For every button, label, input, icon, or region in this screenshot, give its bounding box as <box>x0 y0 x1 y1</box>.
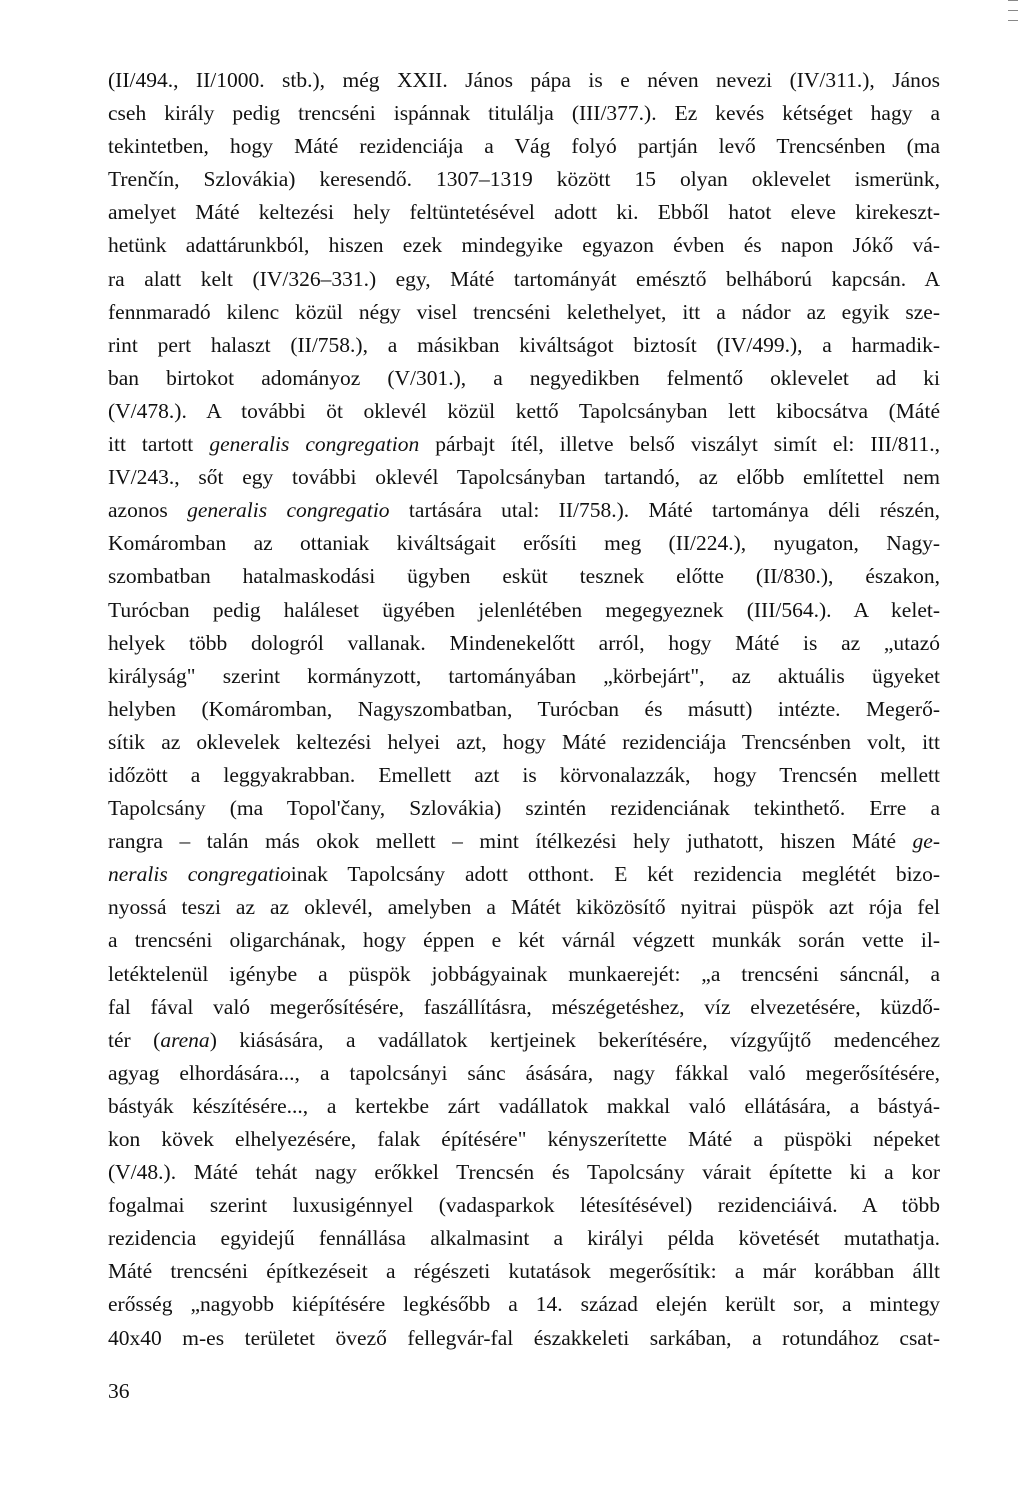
text-line: szombatban hatalmaskodási ügyben esküt tesznek előtte (II/830.), északon, <box>108 564 940 589</box>
text-line: erősség „nagyobb kiépítésére legkésőbb a 14. század elején került sor, a mintegy <box>108 1292 940 1317</box>
text-line: agyag elhordására..., a tapolcsányi sánc ásására, nagy fákkal való megerősítésére, <box>108 1060 940 1085</box>
text-line: itt tartott generalis congregation párbajt ítél, illetve belső viszályt simít el: III/811., <box>108 432 940 457</box>
text-line: IV/243., sőt egy további oklevél Tapolcsányban tartandó, az előbb említettel nem <box>108 465 940 490</box>
text-line: rangra – talán más okok mellett – mint ítélkezési hely juthatott, hiszen Máté ge- <box>108 829 940 854</box>
text-line: Komáromban az ottaniak kiváltságait erősíti meg (II/224.), nyugaton, Nagy- <box>108 531 940 556</box>
text-line: 40x40 m-es területet övező fellegvár-fal északkeleti sarkában, a rotundához csat- <box>108 1325 940 1350</box>
text-line: ra alatt kelt (IV/326–331.) egy, Máté tartományát emésztő belháború kapcsán. A <box>108 266 940 291</box>
body-text <box>108 64 940 1355</box>
text-line: kon kövek elhelyezésére, falak építésére" kényszerítette Máté a püspöki népeket <box>108 1127 940 1151</box>
text-line: Trenčín, Szlovákia) keresendő. 1307–1319 között 15 olyan oklevelet ismerünk, <box>108 167 940 192</box>
text-line: a trencséni oligarchának, hogy éppen e két várnál végzett munkák során vette il- <box>108 928 940 953</box>
text-line: ban birtokot adományoz (V/301.), a negyedikben felmentő oklevelet ad ki <box>108 365 940 390</box>
text-line: fogalmai szerint luxusigénnyel (vadasparkok létesítésével) rezidenciáivá. A több <box>108 1193 940 1218</box>
text-line: tér (arena) kiásására, a vadállatok kertjeinek bekerítésére, vízgyűjtő medencéhez <box>108 1027 940 1052</box>
page-number: 36 <box>108 1379 130 1403</box>
text-line: helyek több dologról vallanak. Mindenekelőtt arról, hogy Máté is az „utazó <box>108 630 940 655</box>
text-line: bástyák készítésére..., a kertekbe zárt vadállatok makkal való ellátására, a bástyá- <box>108 1093 940 1118</box>
text-line: (V/48.). Máté tehát nagy erőkkel Trencsén és Tapolcsány várait építette ki a kor <box>108 1160 940 1185</box>
text-line: neralis congregatioinak Tapolcsány adott otthont. E két rezidencia meglétét bizo- <box>108 862 940 887</box>
text-line: királyság" szerint kormányzott, tartományában „körbejárt", az aktuális ügyeket <box>108 663 940 688</box>
text-line: cseh király pedig trencséni ispánnak titulálja (III/377.). Ez kevés kétséget hagy a <box>108 101 940 126</box>
text-line: Turócban pedig haláleset ügyében jelenlétében megegyeznek (III/564.). A kelet- <box>108 597 940 622</box>
text-line: nyossá teszi az az oklevél, amelyben a Mátét kiközösítő nyitrai püspök azt rója fel <box>108 895 940 920</box>
text-line: helyben (Komáromban, Nagyszombatban, Turócban és másutt) intézte. Megerő- <box>108 696 940 721</box>
text-line: (II/494., II/1000. stb.), még XXII. János pápa is e néven nevezi (IV/311.), János <box>108 68 940 92</box>
text-line: hetünk adattárunkból, hiszen ezek mindegyike egyazon évben és napon Jókő vá- <box>108 233 940 258</box>
text-line: (V/478.). A további öt oklevél közül kettő Tapolcsányban lett kibocsátva (Máté <box>108 398 940 423</box>
text-line: rint pert halaszt (II/758.), a másikban kiváltságot biztosít (IV/499.), a harmadik- <box>108 332 940 357</box>
text-line: időzött a leggyakrabban. Emellett azt is körvonalazzák, hogy Trencsén mellett <box>108 762 940 787</box>
text-line: fennmaradó kilenc közül négy visel trencséni kelethelyet, itt a nádor az egyik sze- <box>108 299 940 324</box>
text-line: azonos generalis congregatio tartására utal: II/758.). Máté tartománya déli részén, <box>108 498 940 523</box>
text-line: Tapolcsány (ma Topol'čany, Szlovákia) szintén rezidenciának tekinthető. Erre a <box>108 796 940 821</box>
text-line: fal fával való megerősítésére, faszállításra, mészégetéshez, víz elvezetésére, küzdő- <box>108 994 940 1019</box>
text-line: tekintetben, hogy Máté rezidenciája a Vág folyó partján levő Trencsénben (ma <box>108 134 940 159</box>
text-line: Máté trencséni építkezéseit a régészeti kutatások megerősítik: a már korábban állt <box>108 1259 940 1284</box>
scan-edge-mark <box>1008 0 1018 60</box>
text-line: amelyet Máté keltezési hely feltüntetésével adott ki. Ebből hatot eleve kirekeszt- <box>108 200 940 225</box>
text-line: rezidencia egyidejű fennállása alkalmasint a királyi példa követését mutathatja. <box>108 1226 940 1251</box>
text-line: letéktelenül igénybe a püspök jobbágyainak munkaerejét: „a trencséni sáncnál, a <box>108 961 940 986</box>
text-line: sítik az oklevelek keltezési helyei azt, hogy Máté rezidenciája Trencsénben volt, itt <box>108 729 940 754</box>
